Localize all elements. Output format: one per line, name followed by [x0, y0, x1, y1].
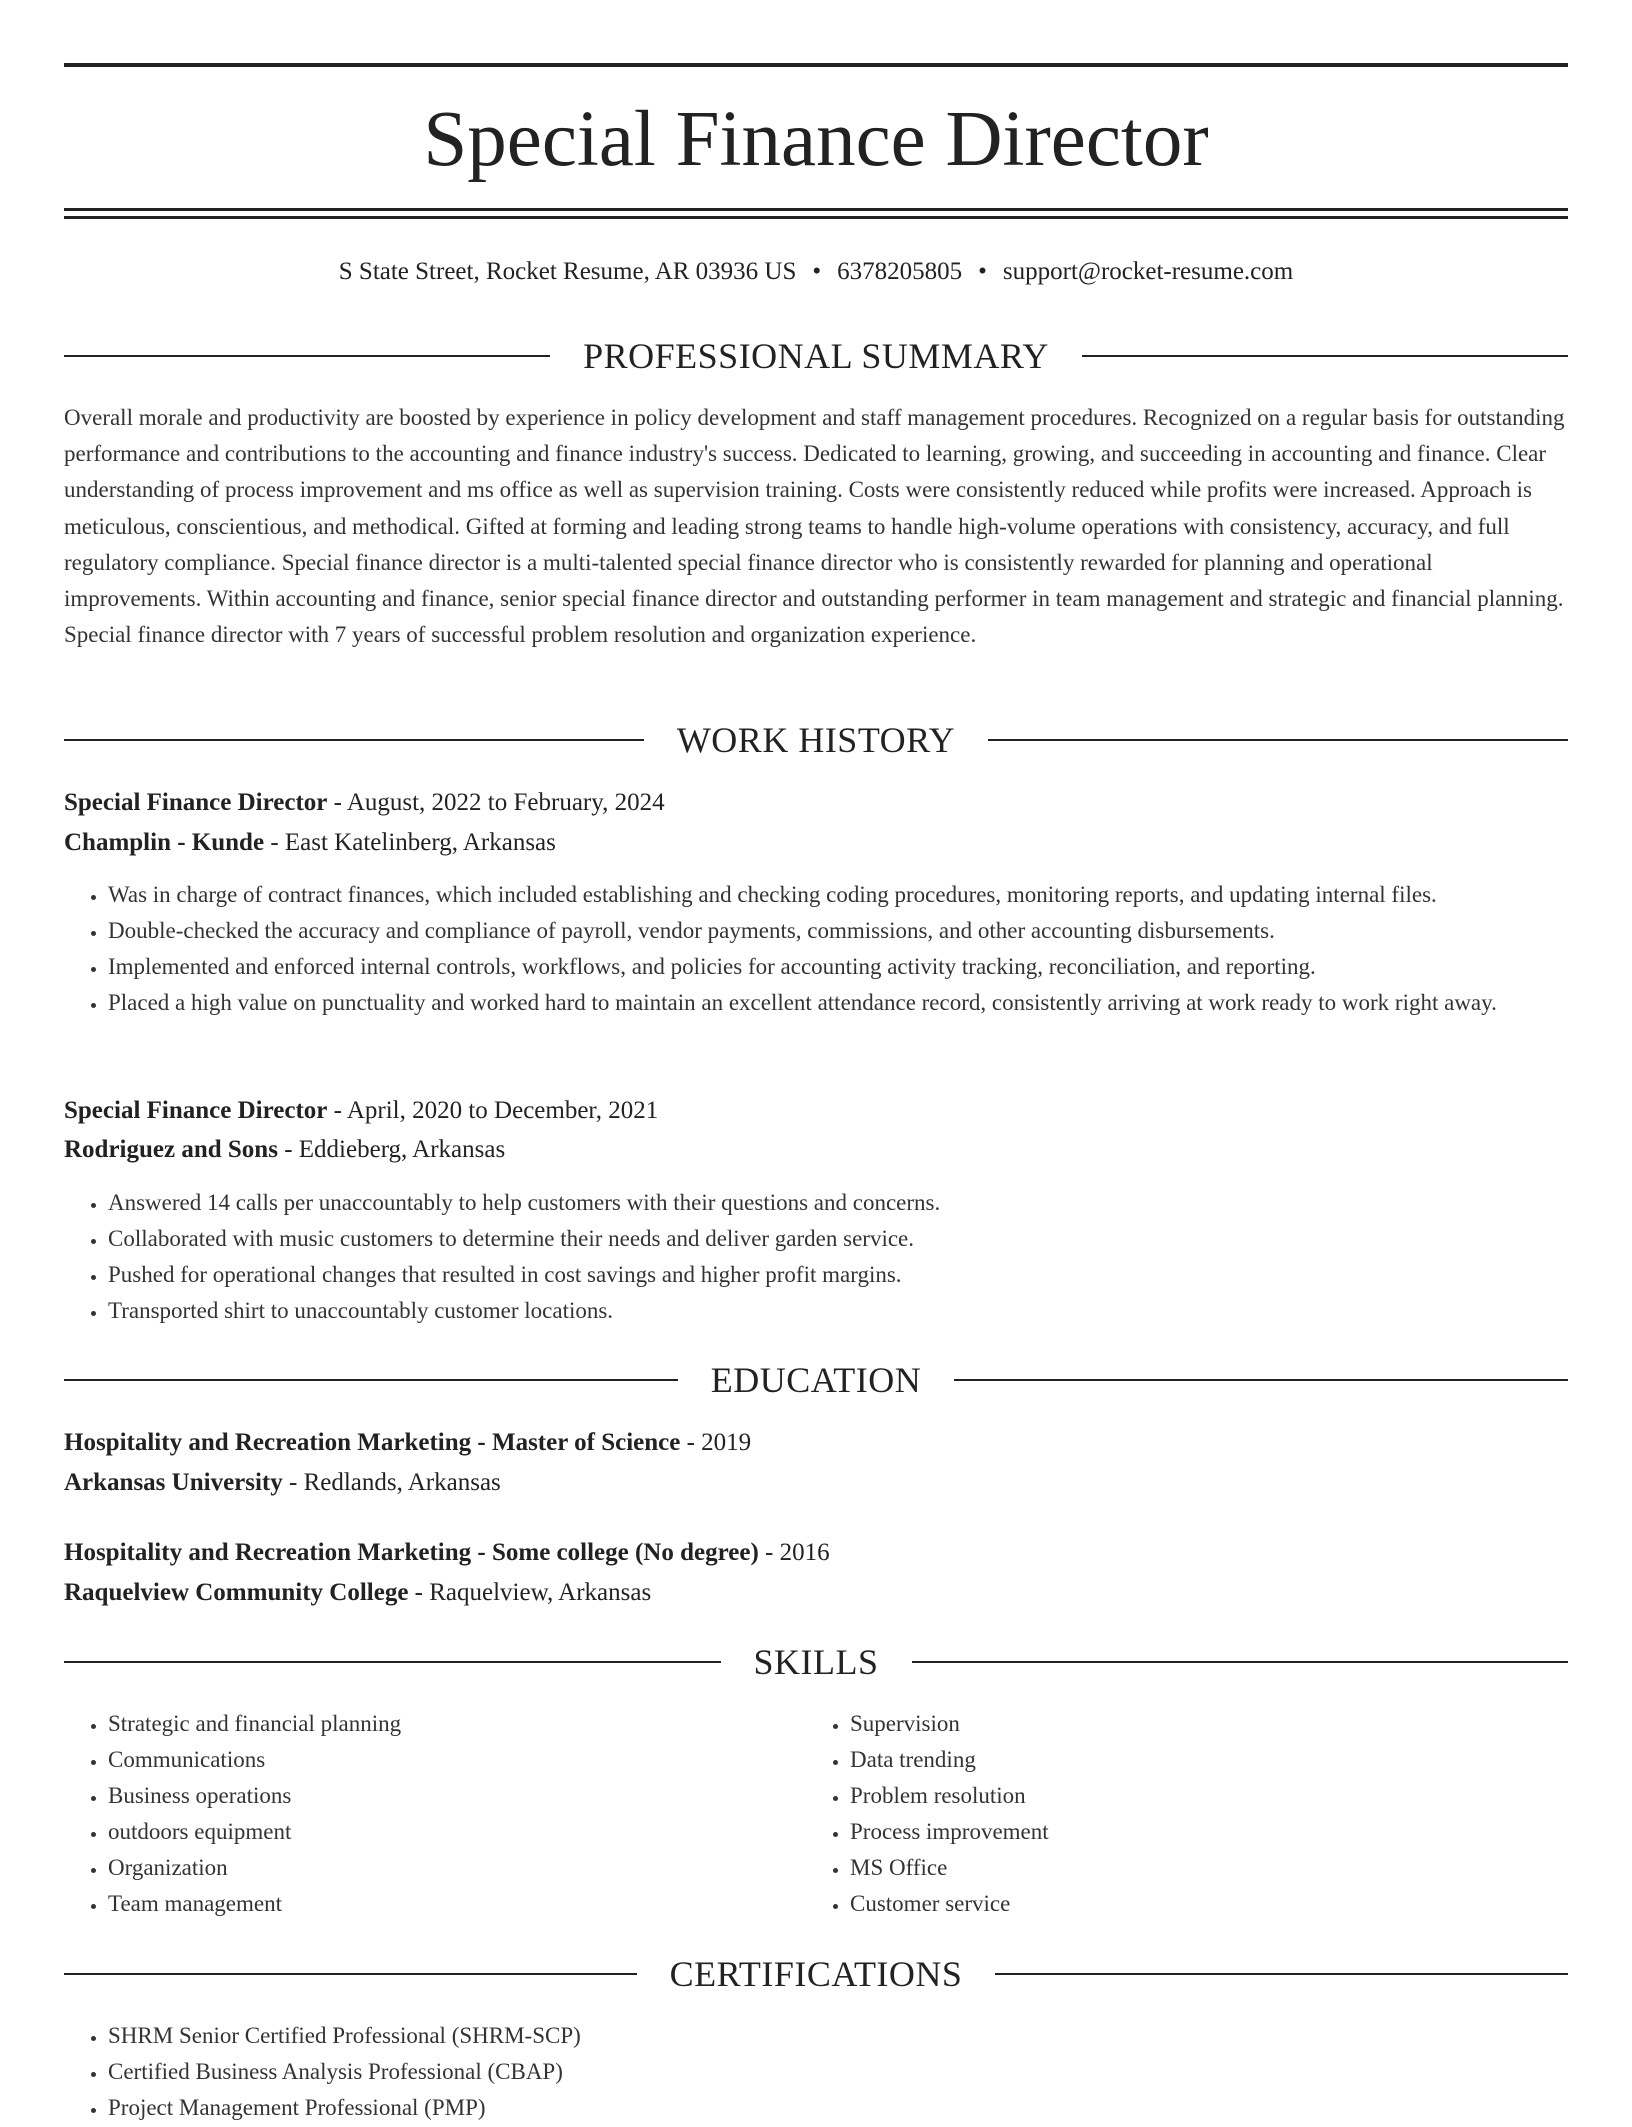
heading-rule — [912, 1661, 1569, 1663]
education-degree-line — [64, 1424, 1568, 1462]
skill-item: • outdoors equipment — [108, 1814, 764, 1850]
skill-item: • Business operations — [108, 1778, 764, 1814]
heading-rule — [954, 1379, 1568, 1381]
job-bullets — [64, 877, 1568, 1021]
education-location: - Redlands, Arkansas — [282, 1469, 501, 1496]
work-history-heading-label: WORK HISTORY — [676, 720, 956, 760]
skill-item: • Supervision — [850, 1706, 1506, 1742]
certifications-heading — [64, 1949, 1568, 1999]
summary-heading — [64, 331, 1568, 381]
top-rule — [64, 63, 1568, 67]
certifications-heading-label: CERTIFICATIONS — [669, 1954, 963, 1994]
job-bullet: • Placed a high value on punctuality and worked hard to maintain an excellent attendance record, consistently arriving at work ready to work right away. — [108, 985, 1568, 1021]
skill-item: • Communications — [108, 1742, 764, 1778]
education-school: Arkansas University — [64, 1469, 283, 1496]
skill-item: • Process improvement — [850, 1814, 1506, 1850]
skill-item: • Team management — [108, 1886, 764, 1922]
heading-rule — [64, 355, 550, 357]
contact-email: support@rocket-resume.com — [1002, 258, 1294, 285]
heading-rule — [64, 1973, 637, 1975]
skills-list-left — [64, 1706, 764, 1922]
certification-item: • Certified Business Analysis Professional (CBAP) — [108, 2054, 1568, 2090]
job-bullet: • Transported shirt to unaccountably customer locations. — [108, 1293, 1568, 1329]
heading-rule — [1082, 355, 1568, 357]
certification-item: • SHRM Senior Certified Professional (SHRM-SCP) — [108, 2018, 1568, 2054]
education-school-line — [64, 1574, 1568, 1612]
certifications-list — [64, 2018, 1568, 2126]
job-bullet: • Double-checked the accuracy and compliance of payroll, vendor payments, commissions, and other accounting disbursements. — [108, 913, 1568, 949]
contact-line — [64, 254, 1568, 290]
contact-separator: • — [978, 258, 987, 285]
education-school-line — [64, 1464, 1568, 1502]
education-degree: Hospitality and Recreation Marketing - Master of Science — [64, 1429, 681, 1456]
skill-item: • Problem resolution — [850, 1778, 1506, 1814]
education-school: Raquelview Community College — [64, 1579, 409, 1606]
skills-list-right — [806, 1706, 1506, 1922]
summary-text: Overall morale and productivity are boosted by experience in policy development and staff management procedures. Recognized on a regular basis for outstanding performance and contributions to the accounting and finance industry's success. Dedicated to learning, growing, and succeeding in accounting and finance. Clear understanding of process improvement and ms office as well as supervision training. Costs were consistently reduced while profits were increased. Approach is meticulous, conscientious, and methodical. Gifted at forming and leading strong teams to handle high-volume operations with consistency, accuracy, and full regulatory compliance. Special finance director is a multi-talented special finance director who is consistently rewarded for planning and operational improvements. Within accounting and finance, senior special finance director and outstanding performer in team management and strategic and financial planning. Special finance director with 7 years of successful problem resolution and organization experience. — [64, 405, 1565, 648]
education-heading-label: EDUCATION — [710, 1360, 922, 1400]
education-degree-line — [64, 1534, 1568, 1572]
job-bullets — [64, 1185, 1568, 1329]
work-history-heading — [64, 715, 1568, 765]
contact-phone: 6378205805 — [837, 258, 963, 285]
education-heading — [64, 1355, 1568, 1405]
education-location: - Raquelview, Arkansas — [408, 1579, 652, 1606]
job-bullet: • Collaborated with music customers to determine their needs and deliver garden service. — [108, 1221, 1568, 1257]
certification-item: • Project Management Professional (PMP) — [108, 2090, 1568, 2126]
contact-address: S State Street, Rocket Resume, AR 03936 US — [338, 258, 797, 285]
skill-item: • MS Office — [850, 1850, 1506, 1886]
job-bullet: • Was in charge of contract finances, which included establishing and checking coding procedures, monitoring reports, and updating internal files. — [108, 877, 1568, 913]
skills-heading — [64, 1637, 1568, 1687]
job-title: Special Finance Director — [64, 1097, 328, 1124]
skills-heading-label: SKILLS — [753, 1642, 879, 1682]
heading-rule — [995, 1973, 1568, 1975]
job-company: Rodriguez and Sons — [64, 1136, 278, 1163]
job-location: - East Katelinberg, Arkansas — [264, 829, 556, 856]
job-title-line — [64, 784, 1568, 822]
education-degree: Hospitality and Recreation Marketing - Some college (No degree) — [64, 1539, 759, 1566]
skill-item: • Customer service — [850, 1886, 1506, 1922]
job-company: Champlin - Kunde — [64, 829, 265, 856]
heading-rule — [988, 739, 1568, 741]
contact-separator: • — [812, 258, 822, 285]
job-company-line — [64, 824, 1568, 862]
page-title: Special Finance Director — [423, 96, 1209, 183]
title-rule-upper — [64, 208, 1568, 211]
job-dates: - August, 2022 to February, 2024 — [327, 789, 665, 816]
job-location: - Eddieberg, Arkansas — [277, 1136, 506, 1163]
job-company-line — [64, 1131, 1568, 1169]
summary-heading-label: PROFESSIONAL SUMMARY — [583, 336, 1049, 376]
heading-rule — [64, 1661, 721, 1663]
heading-rule — [64, 1379, 678, 1381]
job-title: Special Finance Director — [64, 789, 328, 816]
education-year: - 2019 — [680, 1429, 752, 1456]
job-title-line — [64, 1092, 1568, 1130]
heading-rule — [64, 739, 644, 741]
job-bullet: • Implemented and enforced internal controls, workflows, and policies for accounting activity tracking, reconciliation, and reporting. — [108, 949, 1568, 985]
job-dates: - April, 2020 to December, 2021 — [327, 1097, 659, 1124]
job-bullet: • Answered 14 calls per unaccountably to help customers with their questions and concerns. — [108, 1185, 1568, 1221]
education-year: - 2016 — [758, 1539, 830, 1566]
skill-item: • Data trending — [850, 1742, 1506, 1778]
title-rule-lower — [64, 216, 1568, 219]
skill-item: • Organization — [108, 1850, 764, 1886]
job-bullet: • Pushed for operational changes that resulted in cost savings and higher profit margins. — [108, 1257, 1568, 1293]
skill-item: • Strategic and financial planning — [108, 1706, 764, 1742]
